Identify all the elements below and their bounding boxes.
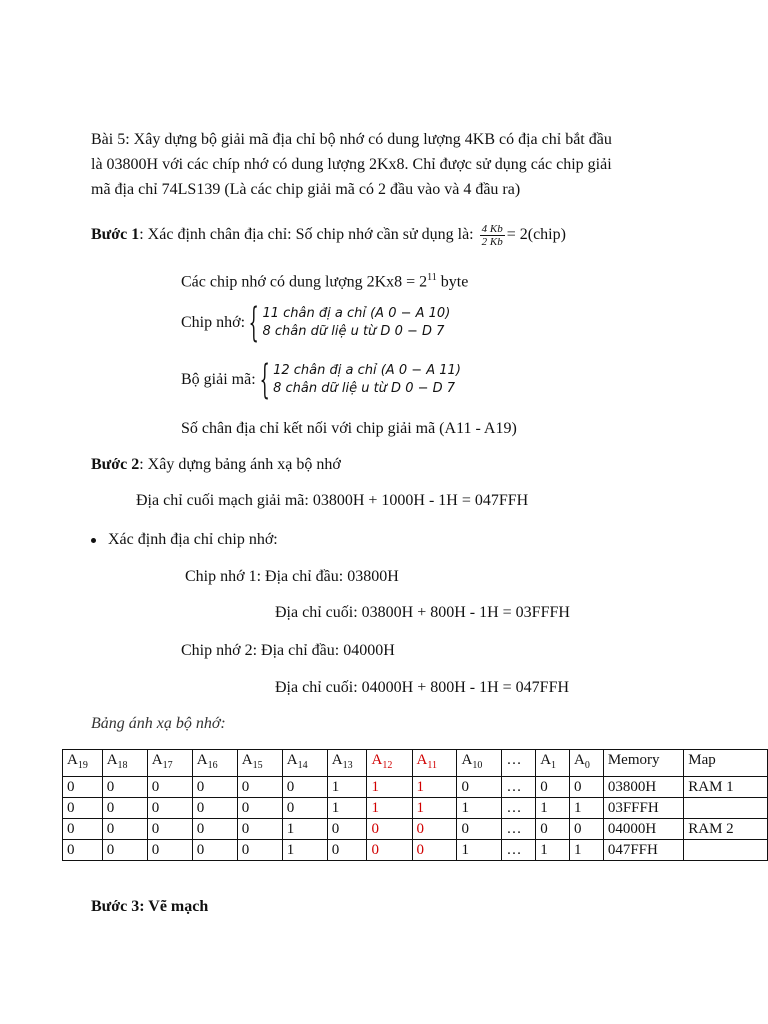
table-header-cell: $A_{10}$ [457, 750, 502, 777]
capacity-line [181, 268, 468, 292]
decoder-data-pins: 8 chân dữ liệ u từ D 0 − D 7 [273, 381, 456, 396]
table-cell: 03800H [603, 777, 683, 798]
table-cell: 0 [237, 777, 282, 798]
table-cell: RAM 2 [684, 819, 768, 840]
table-header-cell: $A_{18}$ [102, 750, 147, 777]
capacity-exponent: 11 [427, 272, 437, 283]
table-cell: 1 [536, 798, 570, 819]
table-header-cell: $A_{11}$ [412, 750, 457, 777]
decoder-pins-system [181, 357, 461, 403]
table-cell: 0 [457, 777, 502, 798]
table-header-cell: … [502, 750, 536, 777]
problem-line-3: mã địa chỉ 74LS139 (Là các chip giải mã có 2 đầu vào và 4 đầu ra) [91, 181, 521, 198]
table-cell: 0 [237, 798, 282, 819]
table-cell: 0 [457, 819, 502, 840]
table-cell: 1 [457, 840, 502, 861]
chip-count-fraction [480, 223, 505, 248]
table-header-cell: $A_{13}$ [327, 750, 367, 777]
table-cell: 0 [147, 840, 192, 861]
capacity-text: Các chip nhớ có dung lượng 2Kx8 = 2 [181, 273, 428, 291]
problem-line-1: Bài 5: Xây dựng bộ giải mã địa chỉ bộ nhớ có dung lượng 4KB có địa chỉ bắt đầu [91, 131, 612, 148]
table-cell: … [502, 819, 536, 840]
table-cell: 0 [102, 798, 147, 819]
chip1-end-address: Địa chỉ cuối: 03800H + 800H - 1H = 03FFFH [275, 604, 570, 621]
chip1-start-address: Chip nhớ 1: Địa chỉ đầu: 03800H [185, 568, 399, 585]
table-header-cell: $A_{14}$ [282, 750, 327, 777]
problem-line-2: là 03800H với các chíp nhớ có dung lượng 2Kx8. Chỉ được sử dụng các chip giải [91, 156, 612, 173]
table-header-row [63, 750, 768, 777]
table-cell: 0 [102, 777, 147, 798]
table-cell: 0 [63, 819, 103, 840]
table-cell: 0 [570, 777, 604, 798]
table-header-cell: Memory [603, 750, 683, 777]
connect-pins-line: Số chân địa chỉ kết nối với chip giải mã (A11 - A19) [181, 420, 517, 437]
table-cell: … [502, 840, 536, 861]
table-cell: 0 [282, 798, 327, 819]
table-row [63, 777, 768, 798]
chip-address-pins: 11 chân đị a chỉ (A 0 − A 10) [262, 306, 451, 321]
table-cell: 1 [570, 840, 604, 861]
bullet-icon [91, 538, 96, 543]
table-cell: 1 [327, 777, 367, 798]
chip-pins-lines [262, 305, 450, 341]
table-cell: 0 [327, 840, 367, 861]
table-cell: 0 [147, 819, 192, 840]
table-cell: 0 [412, 819, 457, 840]
chip2-start-address: Chip nhớ 2: Địa chỉ đầu: 04000H [181, 642, 395, 659]
left-brace-icon: { [248, 300, 259, 346]
table-cell: 1 [367, 798, 412, 819]
table-cell: 0 [192, 819, 237, 840]
table-header-cell: $A_{16}$ [192, 750, 237, 777]
table-cell: 0 [570, 819, 604, 840]
bullet-item [91, 530, 278, 550]
table-cell: 0 [536, 819, 570, 840]
decoder-pins-lines [273, 362, 461, 398]
table-cell: 1 [536, 840, 570, 861]
chip-data-pins: 8 chân dữ liệ u từ D 0 − D 7 [262, 324, 445, 339]
table-cell: 1 [412, 798, 457, 819]
table-cell: 03FFFH [603, 798, 683, 819]
left-brace-icon: { [259, 357, 270, 403]
step1-text: : Xác định chân địa chỉ: Số chip nhớ cần sử dụng là: [139, 226, 478, 243]
table-row [63, 798, 768, 819]
step2-label: Bước 2 [91, 456, 140, 473]
table-cell: 0 [367, 819, 412, 840]
chip-pins-system [181, 300, 451, 346]
step2-text: : Xây dựng bảng ánh xạ bộ nhớ [139, 456, 341, 473]
fraction-denominator: 2 Kb [481, 235, 503, 248]
table-cell: 1 [457, 798, 502, 819]
table-cell: 047FFH [603, 840, 683, 861]
bullet-text: Xác định địa chỉ chip nhớ: [108, 531, 278, 548]
table-cell: 0 [63, 777, 103, 798]
table-caption: Bảng ánh xạ bộ nhớ: [91, 715, 226, 732]
chip2-end-address: Địa chỉ cuối: 04000H + 800H - 1H = 047FFH [275, 679, 570, 696]
table-cell: 0 [192, 840, 237, 861]
table-header-cell: $A_{15}$ [237, 750, 282, 777]
table-cell [684, 798, 768, 819]
table-cell: 1 [412, 777, 457, 798]
table-cell: 0 [327, 819, 367, 840]
chip-count-result: = 2(chip) [506, 226, 566, 243]
table-cell: 0 [237, 840, 282, 861]
step3-heading: Bước 3: Vẽ mạch [91, 898, 209, 915]
table-cell [684, 840, 768, 861]
table-cell: RAM 1 [684, 777, 768, 798]
table-header-cell: $A_{12}$ [367, 750, 412, 777]
step2-heading [91, 455, 341, 475]
table-cell: … [502, 777, 536, 798]
decoder-pins-label: Bộ giải mã: [181, 371, 256, 388]
fraction-numerator: 4 Kb [481, 222, 503, 235]
chip-pins-label: Chip nhớ: [181, 314, 246, 331]
table-cell: 1 [282, 819, 327, 840]
memory-map-table [62, 749, 768, 861]
table-cell: 0 [192, 798, 237, 819]
table-cell: 0 [63, 798, 103, 819]
table-cell: 0 [282, 777, 327, 798]
table-header-cell: $A_{19}$ [63, 750, 103, 777]
table-cell: 0 [102, 819, 147, 840]
table-row [63, 819, 768, 840]
table-cell: 1 [367, 777, 412, 798]
table-cell: 0 [237, 819, 282, 840]
table-header-cell: $A_{17}$ [147, 750, 192, 777]
table-header-cell: $A_1$ [536, 750, 570, 777]
table-cell: 0 [63, 840, 103, 861]
table-cell: 0 [147, 798, 192, 819]
table-cell: … [502, 798, 536, 819]
decoder-end-address: Địa chỉ cuối mạch giải mã: 03800H + 1000H - 1H = 047FFH [136, 492, 529, 509]
table-cell: 1 [327, 798, 367, 819]
table-cell: 0 [147, 777, 192, 798]
table-header-cell: Map [684, 750, 768, 777]
table-header-cell: $A_0$ [570, 750, 604, 777]
table-row [63, 840, 768, 861]
table-cell: 0 [412, 840, 457, 861]
table-cell: 0 [367, 840, 412, 861]
decoder-address-pins: 12 chân đị a chỉ (A 0 − A 11) [273, 363, 461, 378]
capacity-unit: byte [436, 273, 469, 291]
table-cell: 0 [536, 777, 570, 798]
step1-heading [91, 221, 566, 249]
table-cell: 1 [570, 798, 604, 819]
table-cell: 1 [282, 840, 327, 861]
step1-label: Bước 1 [91, 226, 140, 243]
table-cell: 04000H [603, 819, 683, 840]
table-cell: 0 [192, 777, 237, 798]
table-cell: 0 [102, 840, 147, 861]
